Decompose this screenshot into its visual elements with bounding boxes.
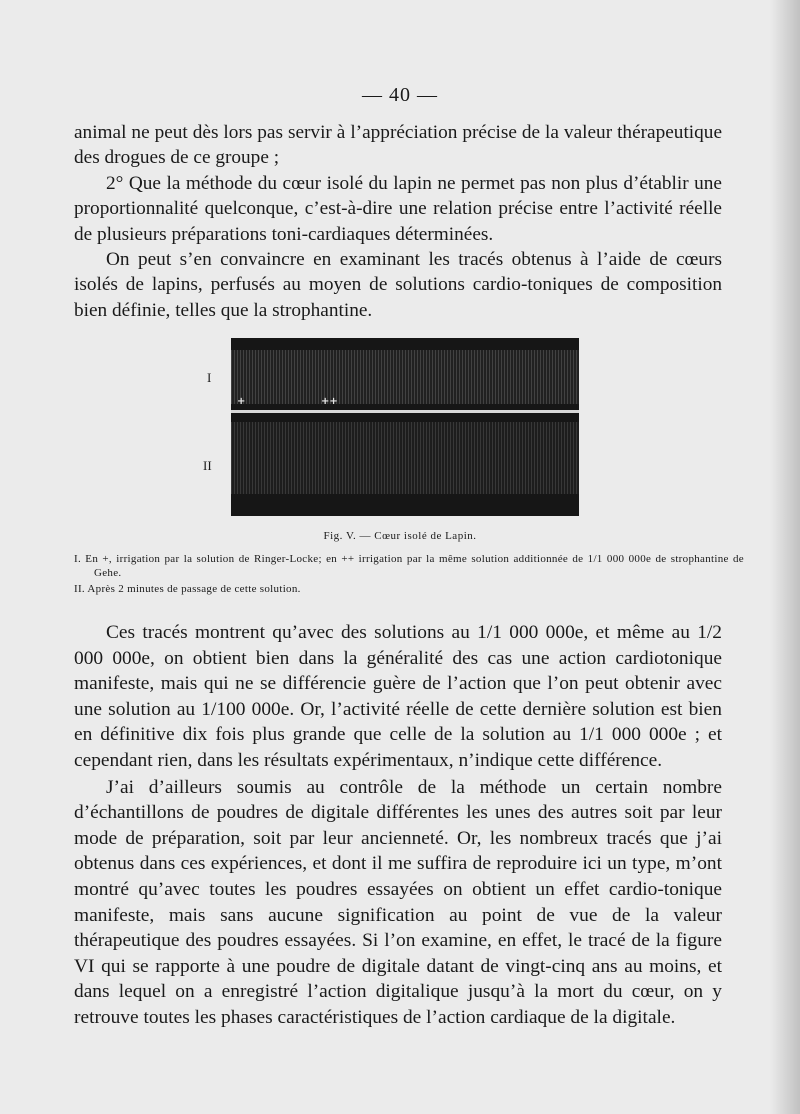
trace-lower [231,422,579,494]
figure-caption-ii: II. Après 2 minutes de passage de cette solution. [74,583,301,595]
paragraph-2: 2° Que la méthode du cœur isolé du lapin ne permet pas non plus d’établir une proportionnalité quelconque, c’est-à-dire une relation précise entre l’activité réelle de plusieurs préparations toni-cardiaques déterminées. [74,172,722,245]
paragraph-1: animal ne peut dès lors pas servir à l’appréciation précise de la valeur thérapeutique des drogues de ce groupe ; [74,122,722,169]
figure-caption-i: I. En +, irrigation par la solution de Ringer-Locke; en ++ irrigation par la même solution additionnée de 1/1 000 000e de strophantine de Gehe. [74,553,744,579]
trace-baseline [231,410,579,413]
figure-caption-title: Fig. V. — Cœur isolé de Lapin. [323,530,477,542]
page-edge-shadow [770,0,800,1114]
body-text-bottom [74,620,722,1031]
paragraph-3: On peut s’en convaincre en examinant les tracés obtenus à l’aide de cœurs isolés de lapins, perfusés au moyen de solutions cardio-toniques de composition bien définie, telles que la strophantine. [74,249,722,321]
paragraph-4: Ces tracés montrent qu’avec des solutions au 1/1 000 000e, et même au 1/2 000 000e, on obtient bien dans la généralité des cas une action cardiotonique manifeste, mais qui ne se différencie guère de l’action que l’on peut obtenir avec une solution au 1/100 000e. Or, l’activité réelle de cette dernière solution est bien en définitive dix fois plus grande que celle de la solution au 1/1 000 000e ; et cependant rien, dans les résultats expérimentaux, n’indique cette différence. [74,622,722,771]
body-text-top [74,120,722,323]
page-number: — 40 — [362,84,438,106]
trace-upper [231,350,579,404]
figure-label-i: I [207,370,212,385]
paragraph-5: J’ai d’ailleurs soumis au contrôle de la méthode un certain nombre d’échantillons de poudres de digitale différentes les unes des autres soit par leur mode de préparation, soit par leur ancienneté. Or, les nombreux tracés que j’ai obtenus dans ces expériences, et dont il me suffira de reproduire ici un type, m’ont montré qu’avec toutes les poudres essayées on obtient un effet cardio-tonique manifeste, mais sans aucune signification au point de vue de la valeur thérapeutique des poudres essayées. Si l’on examine, en effet, le tracé de la figure VI qui se rapporte à une poudre de digitale datant de vingt-cinq ans au moins, et dans lequel on a enregistré l’action digitalique jusqu’à la mort du cœur, on y retrouve toutes les phases caractéristiques de l’action cardiaque de la digitale. [74,776,722,1028]
figure-label-ii: II [203,458,212,473]
trace-mark-plus: + [237,396,246,407]
trace-mark-double-plus: ++ [321,396,338,407]
figure-heart-trace [231,338,579,516]
